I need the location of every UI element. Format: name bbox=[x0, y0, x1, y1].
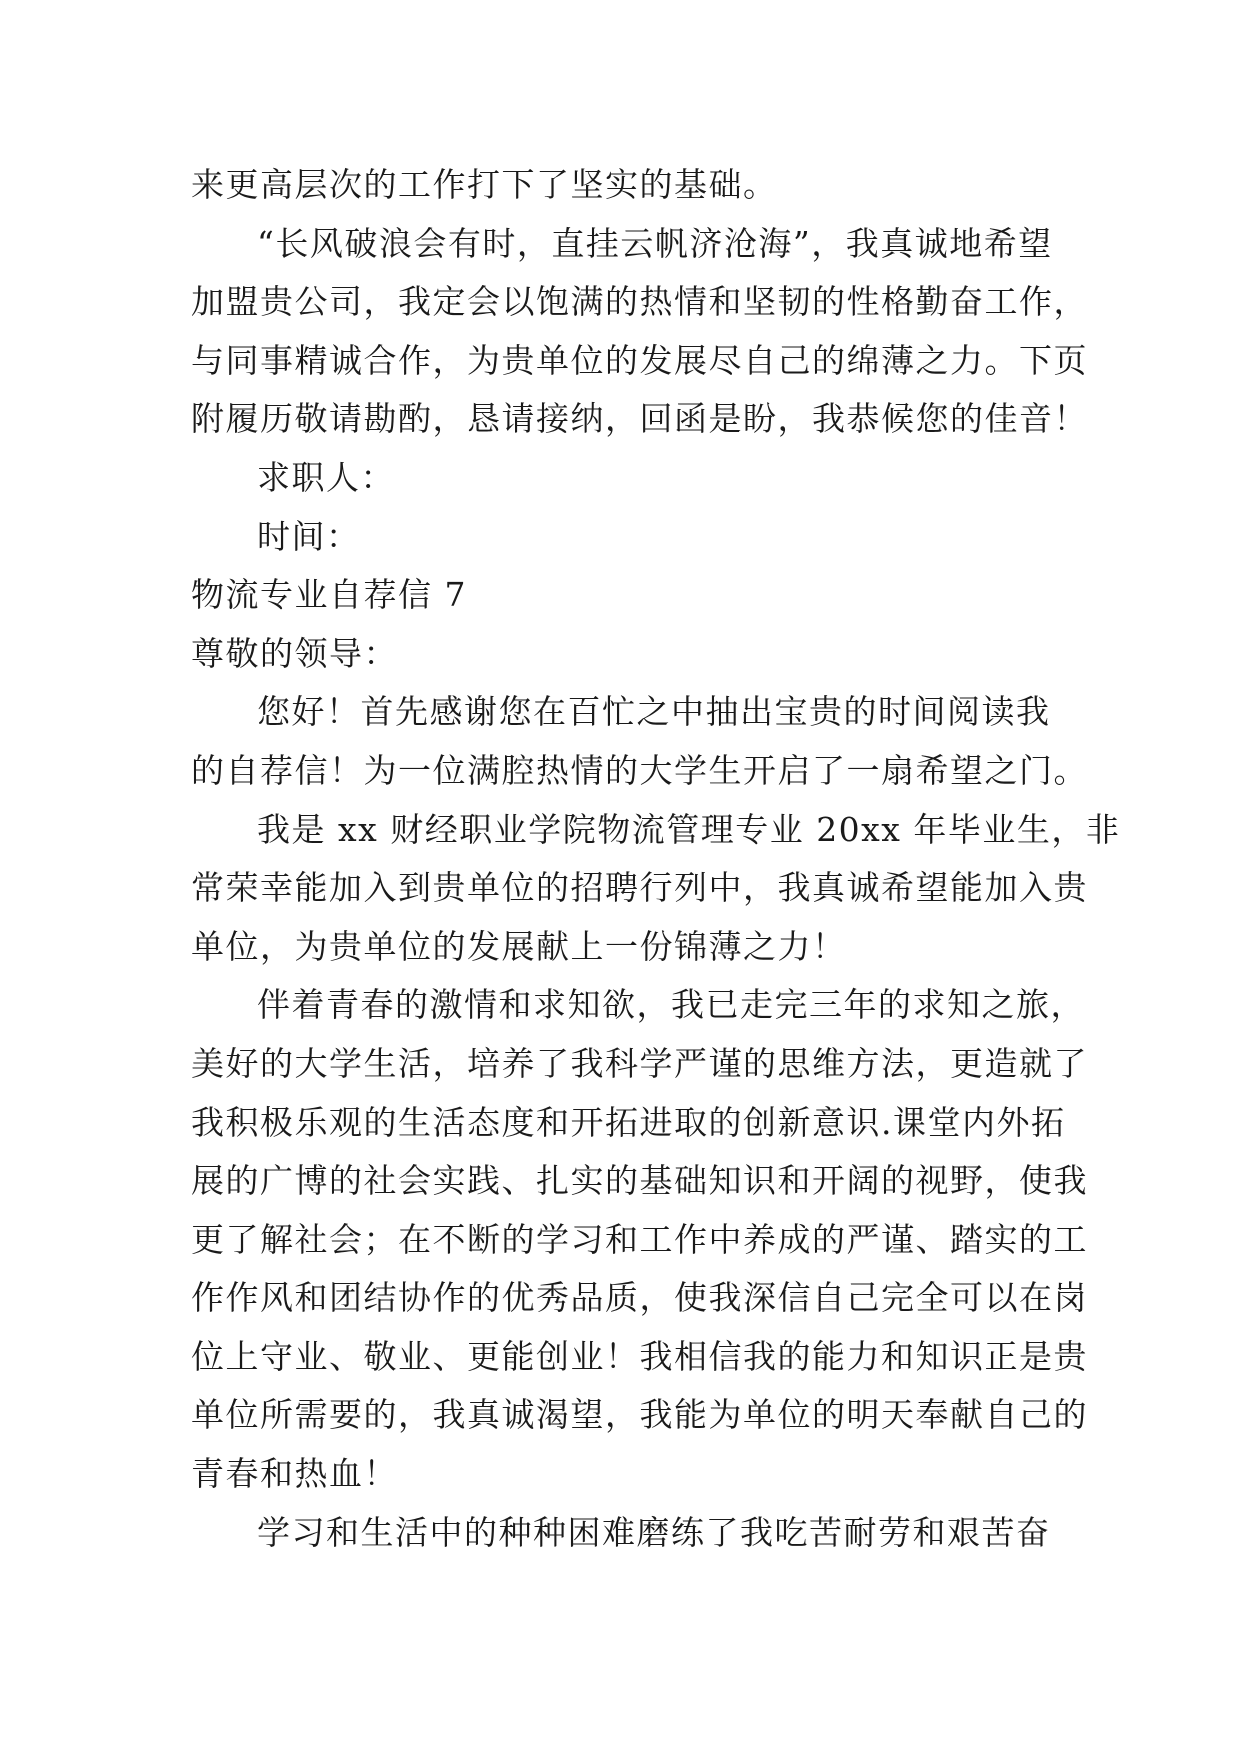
text-line: 物流专业自荐信 7 bbox=[191, 575, 467, 615]
paragraph-hardship bbox=[191, 1504, 1071, 1563]
salutation bbox=[191, 625, 1071, 684]
text-line: 尊敬的领导： bbox=[191, 633, 398, 673]
text-line: 伴着青春的激情和求知欲，我已走完三年的求知之旅， bbox=[257, 985, 1085, 1025]
text-line: “长风破浪会有时，直挂云帆济沧海”，我真诚地希望 bbox=[257, 223, 1053, 263]
paragraph-experience bbox=[191, 976, 1088, 1503]
paragraph-greeting bbox=[191, 683, 1088, 800]
text-line: 来更高层次的工作打下了坚实的基础。 bbox=[191, 165, 778, 204]
paragraph-closing-wish bbox=[191, 215, 1088, 449]
text-line: 学习和生活中的种种困难磨练了我吃苦耐劳和艰苦奋 bbox=[257, 1512, 1051, 1552]
text-line: 我积极乐观的生活态度和开拓进取的创新意识.课堂内外拓 bbox=[191, 1102, 1066, 1142]
text-line: 展的广博的社会实践、扎实的基础知识和开阔的视野，使我 bbox=[191, 1161, 1088, 1201]
text-line: 附履历敬请勘酌，恳请接纳，回函是盼，我恭候您的佳音！ bbox=[191, 399, 1088, 439]
text-line: 您好！首先感谢您在百忙之中抽出宝贵的时间阅读我 bbox=[257, 692, 1051, 732]
text-line: 青春和热血！ bbox=[191, 1454, 398, 1494]
text-line: 常荣幸能加入到贵单位的招聘行列中，我真诚希望能加入贵 bbox=[191, 868, 1088, 908]
applicant-signature-line bbox=[191, 449, 1071, 508]
text-line: 与同事精诚合作，为贵单位的发展尽自己的绵薄之力。下页 bbox=[191, 340, 1088, 380]
date-line bbox=[191, 508, 1071, 567]
text-line: 求职人： bbox=[257, 457, 395, 497]
text-line: 单位，为贵单位的发展献上一份锦薄之力！ bbox=[191, 926, 847, 966]
text-line: 单位所需要的，我真诚渴望，我能为单位的明天奉献自己的 bbox=[191, 1395, 1088, 1435]
document-body bbox=[191, 156, 1121, 1562]
paragraph-continuation bbox=[191, 156, 1071, 215]
text-line: 的自荐信！为一位满腔热情的大学生开启了一扇希望之门。 bbox=[191, 750, 1088, 790]
paragraph-introduction bbox=[191, 801, 1121, 977]
text-line: 位上守业、敬业、更能创业！我相信我的能力和知识正是贵 bbox=[191, 1336, 1088, 1376]
text-line: 我是 xx 财经职业学院物流管理专业 20xx 年毕业生，非 bbox=[257, 809, 1121, 849]
section-heading bbox=[191, 566, 1071, 625]
text-line: 时间： bbox=[257, 516, 361, 556]
text-line: 更了解社会；在不断的学习和工作中养成的严谨、踏实的工 bbox=[191, 1219, 1088, 1259]
text-line: 美好的大学生活，培养了我科学严谨的思维方法，更造就了 bbox=[191, 1043, 1088, 1083]
text-line: 作作风和团结协作的优秀品质，使我深信自己完全可以在岗 bbox=[191, 1278, 1088, 1318]
text-line: 加盟贵公司，我定会以饱满的热情和坚韧的性格勤奋工作， bbox=[191, 282, 1088, 322]
